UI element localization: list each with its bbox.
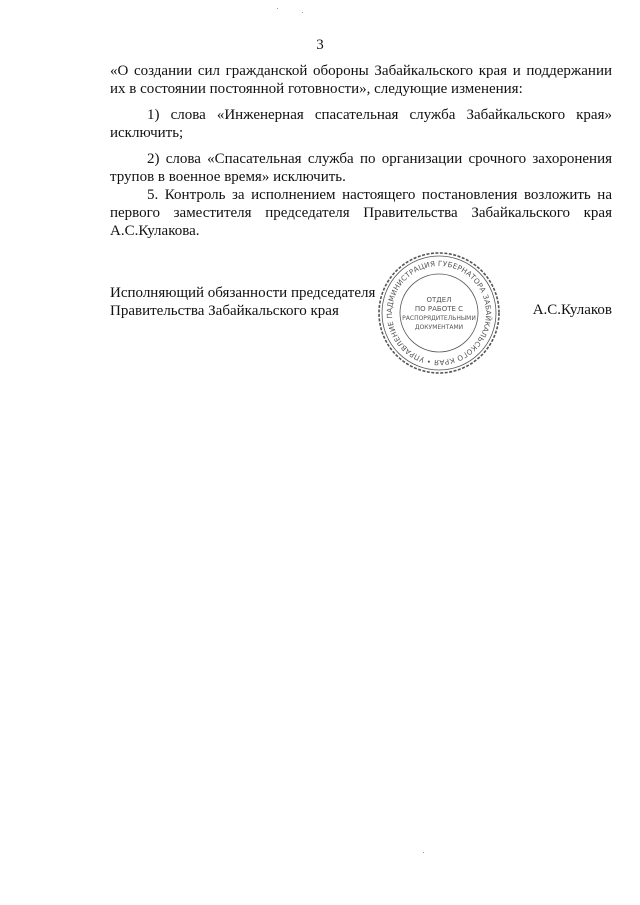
seal-graphic <box>376 250 502 376</box>
seal-center-line-1: ОТДЕЛ <box>426 296 452 304</box>
paragraph-item-2: 2) слова «Спасательная служба по организации срочного захоронения трупов в военное время» исключить. <box>110 151 612 185</box>
seal-center-line-3: РАСПОРЯДИТЕЛЬНЫМИ <box>402 315 476 322</box>
page-number: 3 <box>316 37 324 53</box>
seal-center-line-2: ПО РАБОТЕ С <box>414 305 464 313</box>
signatory-position-line-2: Правительства Забайкальского края <box>110 303 339 319</box>
seal-center-line-4: ДОКУМЕНТАМИ <box>414 324 464 331</box>
paragraph-item-1: 1) слова «Инженерная спасательная служба Забайкальского края» исключить; <box>110 107 612 141</box>
signatory-name: А.С.Кулаков <box>532 302 612 318</box>
scan-artifact <box>302 12 303 13</box>
document-body <box>110 62 612 248</box>
seal-ring-text: АДМИНИСТРАЦИЯ ГУБЕРНАТОРА ЗАБАЙКАЛЬСКОГО КРАЯ • УПРАВЛЕНИЕ П <box>384 258 494 368</box>
signatory-position <box>110 284 375 320</box>
official-seal-stamp <box>376 250 502 376</box>
paragraph-item-5: 5. Контроль за исполнением настоящего постановления возложить на первого заместителя председателя Правительства Забайкальского края А.С.Кулакова. <box>110 187 612 239</box>
signatory-position-line-1: Исполняющий обязанности председателя <box>110 285 376 301</box>
paragraph-decree-title: «О создании сил гражданской обороны Забайкальского края и поддержании их в состоянии постоянной готовности», следующие изменения: <box>110 63 612 97</box>
scan-artifact <box>423 852 424 853</box>
scan-artifact <box>277 8 278 9</box>
